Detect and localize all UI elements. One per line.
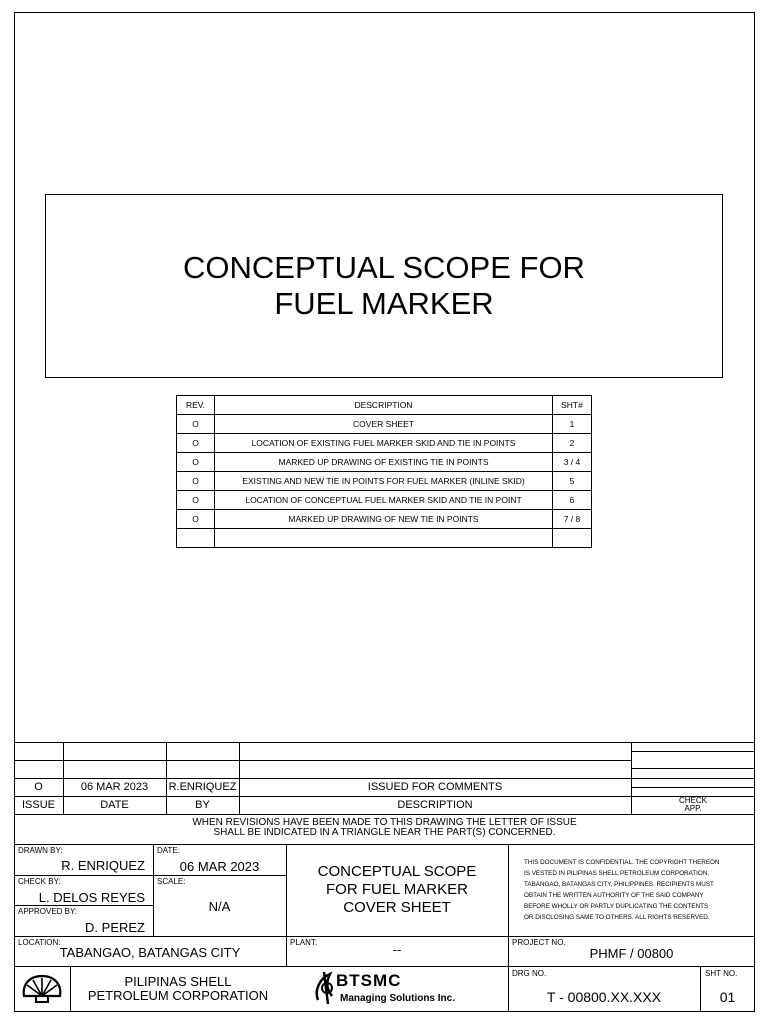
confidential-line: OBTAIN THE WRITTEN AUTHORITY OF THE SAID COMPANY [524,892,704,899]
app-label: APP. [684,804,702,813]
company-line2: PETROLEUM CORPORATION [87,988,269,1003]
title-block-row-line [14,966,755,967]
description-header: DESCRIPTION [397,799,473,811]
btsmc-subtitle: Managing Solutions Inc. [340,993,455,1004]
row-sht: 6 [553,491,592,510]
main-title [183,250,585,322]
header-sht: SHT# [553,396,592,415]
project-label: PROJECT NO. [512,938,566,947]
company-line1: PILIPINAS SHELL [124,974,232,989]
check-row-line [631,778,755,779]
location-label: LOCATION: [18,938,61,947]
row-sht: 7 / 8 [553,510,592,529]
row-sht-empty [553,529,592,548]
revision-note-line1: WHEN REVISIONS HAVE BEEN MADE TO THIS DRAWING THE LETTER OF ISSUE [192,817,577,828]
title-block-row-line [14,875,286,876]
row-desc: EXISTING AND NEW TIE IN POINTS FOR FUEL MARKER (INLINE SKID) [215,472,553,491]
table-row-empty [177,529,592,548]
revision-description: ISSUED FOR COMMENTS [367,781,503,793]
sheet-index-table [176,395,592,548]
btsmc-name: BTSMC [336,971,402,990]
row-rev: O [177,491,215,510]
row-rev-empty [177,529,215,548]
check-header [631,797,755,813]
drawing-title-line2: FOR FUEL MARKER [326,881,468,898]
row-sht: 1 [553,415,592,434]
by-header: BY [195,799,210,811]
drawn-by-label: DRAWN BY: [18,846,63,855]
title-block-divider [508,844,509,1012]
drg-label: DRG NO. [512,969,547,978]
location-value: TABANGAO, BATANGAS CITY [59,945,241,960]
table-row [177,491,592,510]
issue-header: ISSUE [21,799,55,811]
table-row [177,434,592,453]
sheet-index-header-row [177,396,592,415]
check-row-line [631,751,755,752]
confidential-line: BEFORE WHOLLY OR PARTLY DUPLICATING THE CONTENTS [524,903,709,910]
drawing-title-line1: CONCEPTUAL SCOPE [317,863,477,880]
row-desc-empty [215,529,553,548]
row-rev: O [177,472,215,491]
row-rev: O [177,415,215,434]
confidential-line: TABANGAO, BATANGAS CITY, PHILIPPINES. RECIPIENTS MUST [524,881,714,888]
row-rev: O [177,434,215,453]
table-row [177,415,592,434]
revision-by: R.ENRIQUEZ [168,781,237,793]
confidential-line: THIS DOCUMENT IS CONFIDENTIAL. THE COPYRIGHT THEREON [524,859,720,866]
row-rev: O [177,510,215,529]
row-desc: LOCATION OF EXISTING FUEL MARKER SKID AND TIE IN POINTS [215,434,553,453]
shell-logo-icon [18,972,66,1006]
drg-value: T - 00800.XX.XXX [546,989,662,1005]
plant-label: PLANT: [290,938,318,947]
plant-value: -- [392,942,402,957]
revision-note-line2: SHALL BE INDICATED IN A TRIANGLE NEAR THE PART(S) CONCERNED. [213,827,556,838]
row-desc: MARKED UP DRAWING OF NEW TIE IN POINTS [215,510,553,529]
main-title-line2: FUEL MARKER [274,286,494,321]
sht-label: SHT NO. [705,969,738,978]
revision-date: 06 MAR 2023 [80,781,149,793]
title-block-row-line [14,905,153,906]
scale-value: N/A [208,899,231,914]
check-row-line [631,768,755,769]
check-row-line [631,787,755,788]
approved-by-label: APPROVED BY: [18,907,78,916]
check-by: L. DELOS REYES [38,890,145,905]
row-sht: 2 [553,434,592,453]
row-sht: 5 [553,472,592,491]
revision-note [14,818,755,838]
revision-issue: O [34,781,43,793]
row-rev: O [177,453,215,472]
confidential-line: IS VESTED IN PILIPINAS SHELL PETROLEUM CORPORATION, [524,870,710,877]
main-title-line1: CONCEPTUAL SCOPE FOR [183,250,585,285]
row-desc: COVER SHEET [215,415,553,434]
row-desc: LOCATION OF CONCEPTUAL FUEL MARKER SKID AND TIE IN POINT [215,491,553,510]
confidential-note [524,857,752,923]
table-row [177,472,592,491]
header-description: DESCRIPTION [215,396,553,415]
project-value: PHMF / 00800 [589,946,674,961]
table-row [177,453,592,472]
title-block-top-line [14,844,755,845]
approved-by: D. PEREZ [85,920,145,935]
revision-block-bottom-line [14,814,755,815]
check-label: CHECK [678,796,707,805]
row-desc: MARKED UP DRAWING OF EXISTING TIE IN POINTS [215,453,553,472]
drawing-title-line3: COVER SHEET [343,899,451,916]
date-header: DATE [100,799,129,811]
title-block-row-line [14,936,755,937]
scale-label: SCALE: [157,877,186,886]
title-block-divider [700,966,701,1012]
confidential-line: OR DISCLOSING SAME TO OTHERS. ALL RIGHTS RESERVED. [524,914,710,921]
header-rev: REV. [177,396,215,415]
title-block-divider [153,844,154,936]
main-title-box [45,194,723,378]
revision-block-top-line [14,742,755,743]
drawn-by: R. ENRIQUEZ [61,858,145,873]
table-row [177,510,592,529]
sht-value: 01 [719,989,736,1005]
revision-row-line [14,778,631,779]
date-label: DATE: [157,846,180,855]
drawing-date: 06 MAR 2023 [179,859,260,874]
company-name [70,975,286,1003]
drawing-title [286,863,508,917]
check-by-label: CHECK BY: [18,877,61,886]
revision-row-line [14,760,631,761]
row-sht: 3 / 4 [553,453,592,472]
